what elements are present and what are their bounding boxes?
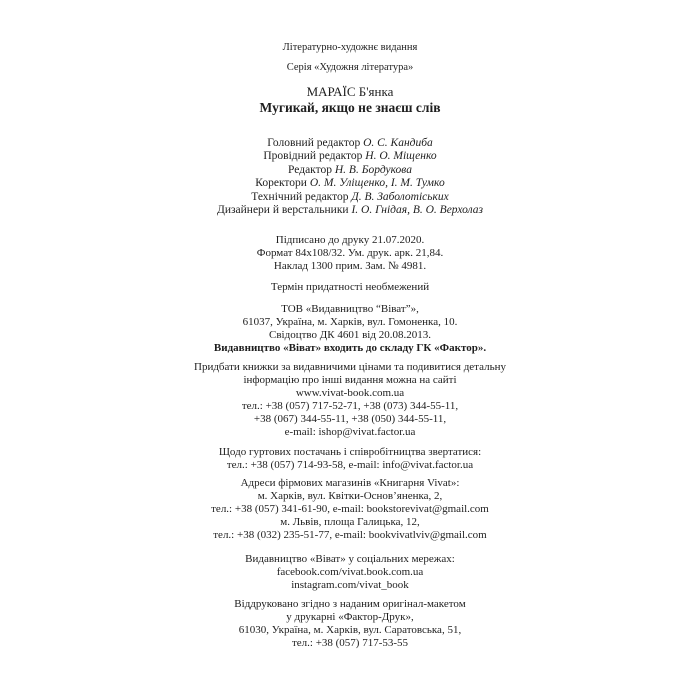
purchase-phones-line1: тел.: +38 (057) 717-52-71, +38 (073) 344-55-11,: [241, 400, 459, 413]
staff-name: Н. О. Міщенко: [365, 150, 437, 163]
printing-house-address: 61030, Україна, м. Харків, вул. Саратовська, 51,: [238, 624, 462, 637]
publisher-company: ТОВ «Видавництво “Віват”»,: [281, 303, 419, 316]
staff-line-designers: [0, 204, 700, 217]
staff-role: Коректори: [255, 177, 307, 190]
printing-line1: Віддруковано згідно з наданим оригінал-макетом: [234, 598, 466, 611]
printing-house-name: у друкарні «Фактор-Друк»,: [286, 611, 414, 624]
printing-house-phone: тел.: +38 (057) 717-53-55: [291, 637, 409, 650]
staff-name: О. С. Кандиба: [363, 137, 433, 149]
staff-line-lead-editor: [0, 150, 700, 163]
publisher-certificate: Свідоцтво ДК 4601 від 20.08.2013.: [269, 329, 431, 342]
store-kharkiv-address: м. Харків, вул. Квітки-Основ’яненка, 2,: [257, 490, 443, 503]
book-title: Мугикай, якщо не знаєш слів: [259, 100, 441, 115]
publisher-address: 61037, Україна, м. Харків, вул. Гомоненка, 10.: [242, 316, 458, 329]
social-header: Видавництво «Віват» у соціальних мережах:: [245, 553, 455, 566]
staff-name: І. О. Гнідая, В. О. Верхолаз: [351, 204, 484, 217]
staff-role: Провідний редактор: [263, 150, 363, 163]
series-name: Серія «Художня література»: [286, 62, 414, 73]
printing-house-info: [0, 598, 700, 650]
staff-role: Дизайнери й верстальники: [216, 204, 349, 217]
instagram-link: instagram.com/vivat_book: [291, 579, 409, 592]
purchase-text-line1: Придбати книжки за видавничими цінами та подивитися детальну: [194, 361, 506, 374]
shelf-life-note: Термін придатності необмежений: [270, 281, 430, 294]
staff-line-chief-editor: [0, 137, 700, 150]
signed-to-print-line: Підписано до друку 21.07.2020.: [275, 234, 425, 247]
staff-role: Головний редактор: [267, 137, 361, 149]
publisher-website: www.vivat-book.com.ua: [295, 387, 405, 400]
staff-name: Н. В. Бордукова: [334, 163, 412, 176]
wholesale-contact: тел.: +38 (057) 714-93-58, e-mail: info@vivat.factor.ua: [226, 459, 474, 472]
staff-role: Технічний редактор: [251, 190, 349, 203]
facebook-link: facebook.com/vivat.book.com.ua: [276, 566, 424, 579]
edition-type: Літературно-художнє видання: [282, 42, 418, 53]
staff-name: Д. В. Заболотіських: [351, 190, 449, 203]
social-media-info: [0, 553, 700, 592]
purchase-phones-line2: +38 (067) 344-55-11, +38 (050) 344-55-11,: [253, 413, 447, 426]
store-lviv-contact: тел.: +38 (032) 235-51-77, e-mail: bookvivatlviv@gmail.com: [213, 529, 487, 542]
store-lviv-address: м. Львів, площа Галицька, 12,: [280, 516, 420, 529]
purchase-text-line2: інформацію про інші видання можна на сайті: [243, 374, 457, 387]
staff-line-proofreaders: [0, 177, 700, 190]
staff-line-editor: [0, 164, 700, 177]
stores-header: Адреси фірмових магазинів «Книгарня Vivat»:: [240, 477, 460, 490]
staff-name: О. М. Уліщенко, І. М. Тумко: [309, 177, 445, 190]
staff-role: Редактор: [288, 163, 332, 176]
editorial-staff-list: [0, 137, 700, 217]
store-kharkiv-contact: тел.: +38 (057) 341-61-90, e-mail: bookstorevivat@gmail.com: [211, 503, 489, 516]
store-addresses: [0, 477, 700, 542]
publisher-info: [0, 303, 700, 355]
staff-line-technical-editor: [0, 191, 700, 204]
wholesale-info: [0, 446, 700, 472]
wholesale-header: Щодо гуртових постачань і співробітництва звертатися:: [218, 446, 482, 459]
author-name: МАРАЇС Б'янка: [306, 84, 394, 99]
format-line: Формат 84х108/32. Ум. друк. арк. 21,84.: [256, 247, 444, 260]
purchase-email: e-mail: ishop@vivat.factor.ua: [284, 426, 416, 439]
publisher-group-note: Видавництво «Віват» входить до складу ГК «Фактор».: [213, 342, 487, 355]
purchase-info: [0, 361, 700, 439]
circulation-line: Наклад 1300 прим. Зам. № 4981.: [273, 260, 427, 273]
print-run-info: [0, 234, 700, 273]
